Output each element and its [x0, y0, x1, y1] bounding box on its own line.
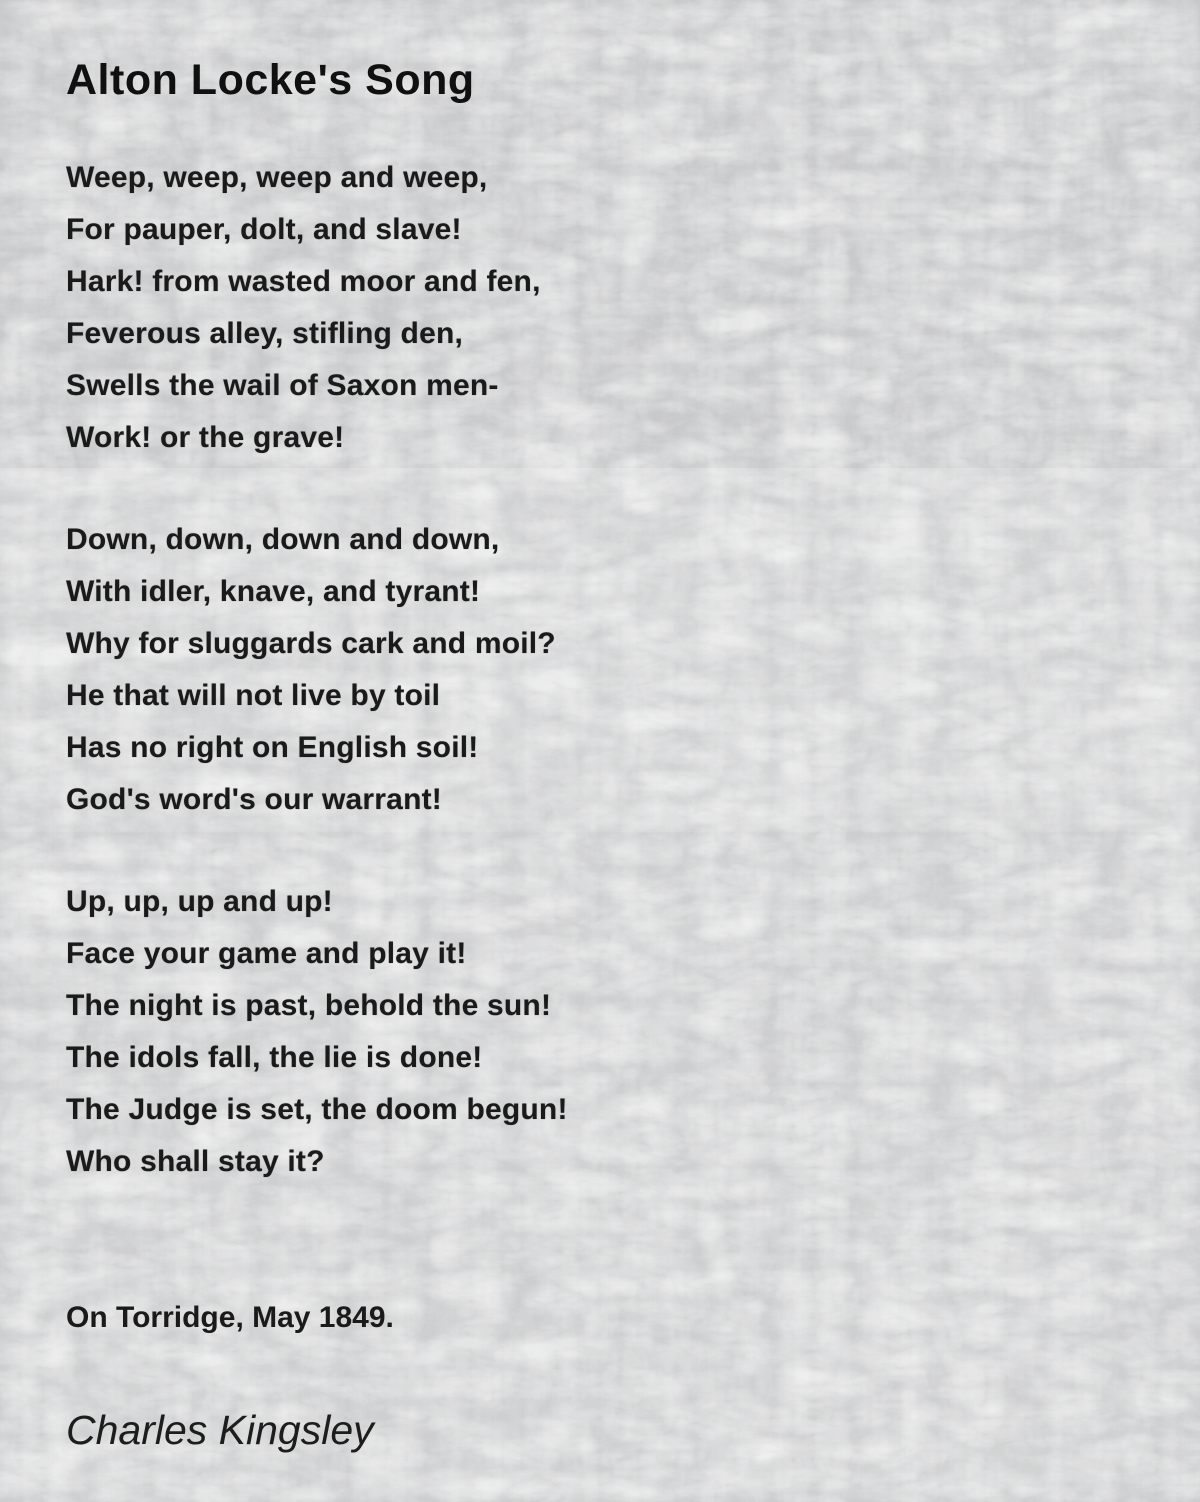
poem-line: With idler, knave, and tyrant!: [66, 575, 481, 608]
poem-line: Why for sluggards cark and moil?: [66, 627, 556, 660]
poem-line: Who shall stay it?: [66, 1145, 325, 1178]
poem-line: Down, down, down and down,: [66, 523, 500, 556]
poem-title: Alton Locke's Song: [66, 56, 475, 104]
poem-line: Weep, weep, weep and weep,: [66, 161, 488, 194]
poem-line: Work! or the grave!: [66, 421, 345, 454]
poem-author-signature: Charles Kingsley: [66, 1407, 374, 1453]
poem-line: Has no right on English soil!: [66, 731, 479, 764]
poem-line: Swells the wail of Saxon men-: [66, 369, 499, 402]
poem-line: Up, up, up and up!: [66, 885, 333, 918]
stanza-2: [66, 514, 1160, 826]
poem-footnote: On Torridge, May 1849.: [66, 1301, 394, 1334]
stanza-1: [66, 152, 1160, 464]
poem-line: Feverous alley, stifling den,: [66, 317, 464, 350]
poem-line: God's word's our warrant!: [66, 783, 442, 816]
poem-line: Hark! from wasted moor and fen,: [66, 265, 541, 298]
poem-line: For pauper, dolt, and slave!: [66, 213, 462, 246]
poem-line: He that will not live by toil: [66, 679, 441, 712]
stanza-3: [66, 876, 1160, 1188]
poem-line: The idols fall, the lie is done!: [66, 1041, 483, 1074]
poem-line: The night is past, behold the sun!: [66, 989, 552, 1022]
poem-line: Face your game and play it!: [66, 937, 467, 970]
poem-line: The Judge is set, the doom begun!: [66, 1093, 568, 1126]
